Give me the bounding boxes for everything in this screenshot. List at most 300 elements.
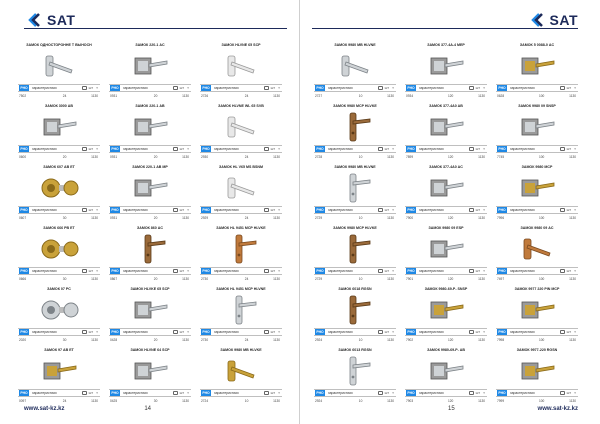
spec-unit: ШТ: [88, 208, 94, 212]
lever-handle-chrome-icon: [334, 50, 376, 82]
spec-tail: T: [187, 391, 189, 395]
spec-row: [200, 389, 282, 397]
spec-badge: PHO: [20, 208, 28, 212]
product-numbers: [314, 93, 396, 99]
spec-badge: PHO: [111, 86, 119, 90]
spec-tail: T: [392, 86, 394, 90]
spec-row: [314, 267, 396, 275]
product-code: 0931: [110, 216, 118, 220]
spec-row: [314, 389, 396, 397]
product-numbers: [109, 276, 191, 282]
lever-lock-chrome-icon: [425, 50, 467, 82]
product-card[interactable]: [405, 286, 487, 347]
product-code: 7502: [19, 94, 27, 98]
product-code: 2727: [315, 94, 323, 98]
plate-handle-chrome-icon: [220, 294, 262, 326]
package-icon: [469, 208, 474, 212]
product-card[interactable]: [200, 225, 282, 286]
product-numbers: [18, 337, 100, 343]
spec-badge: PHO: [20, 330, 28, 334]
spec-badge: PHO: [20, 391, 28, 395]
product-numbers: [18, 276, 100, 282]
product-card[interactable]: [496, 347, 578, 408]
spec-unit: ШТ: [179, 330, 185, 334]
knob-lock-gold-icon: [38, 172, 80, 204]
spec-label: характеристики: [32, 147, 57, 151]
spec-row: [405, 328, 487, 336]
spec-label: характеристики: [214, 86, 239, 90]
product-numbers: [405, 154, 487, 160]
spec-badge: PHO: [407, 208, 415, 212]
product-code: 2730: [201, 277, 209, 281]
lever-handle-chrome-icon: [38, 50, 80, 82]
lever-lock-gold-icon: [516, 172, 558, 204]
spec-badge: PHO: [407, 269, 415, 273]
product-qty: 30: [62, 277, 67, 281]
spec-row: [109, 389, 191, 397]
product-grid-left: [18, 42, 282, 408]
spec-tail: T: [96, 147, 98, 151]
product-card[interactable]: [496, 103, 578, 164]
spec-badge: PHO: [316, 391, 324, 395]
spec-row: [405, 145, 487, 153]
spec-tail: T: [574, 147, 576, 151]
spec-badge: PHO: [20, 269, 28, 273]
product-card[interactable]: [314, 286, 396, 347]
spec-badge: PHO: [20, 86, 28, 90]
product-qty: 100: [539, 155, 545, 159]
spec-label: характеристики: [32, 391, 57, 395]
product-card[interactable]: [18, 42, 100, 103]
product-card[interactable]: [109, 286, 191, 347]
spec-unit: ШТ: [566, 208, 572, 212]
package-icon: [378, 391, 383, 395]
package-icon: [264, 269, 269, 273]
product-name: ЗАМОК HLVNE 64 SCP: [130, 348, 170, 352]
catalog-page-right: [300, 0, 600, 424]
product-price: 1130: [387, 155, 395, 159]
product-price: 1130: [273, 216, 281, 220]
product-card[interactable]: [109, 42, 191, 103]
spec-label: характеристики: [328, 208, 353, 212]
package-icon: [560, 208, 565, 212]
product-qty: 24: [62, 94, 67, 98]
product-price: 1130: [182, 155, 190, 159]
spec-tail: T: [278, 330, 280, 334]
lever-lock-chrome-icon: [425, 233, 467, 265]
product-qty: 20: [153, 338, 158, 342]
spec-unit: ШТ: [88, 86, 94, 90]
spec-unit: ШТ: [179, 147, 185, 151]
product-qty: 20: [62, 155, 67, 159]
product-card[interactable]: [314, 164, 396, 225]
product-numbers: [314, 398, 396, 404]
package-icon: [469, 269, 474, 273]
product-card[interactable]: [314, 225, 396, 286]
spec-label: характеристики: [510, 391, 535, 395]
spec-badge: PHO: [202, 330, 210, 334]
product-qty: 30: [62, 216, 67, 220]
product-card[interactable]: [200, 42, 282, 103]
product-card[interactable]: [18, 103, 100, 164]
spec-badge: PHO: [202, 208, 210, 212]
spec-unit: ШТ: [88, 391, 94, 395]
product-qty: 20: [153, 216, 158, 220]
product-numbers: [109, 154, 191, 160]
package-icon: [82, 391, 87, 395]
product-card[interactable]: [314, 103, 396, 164]
spec-unit: ШТ: [566, 391, 572, 395]
spec-row: [18, 206, 100, 214]
product-card[interactable]: [109, 225, 191, 286]
package-icon: [378, 330, 383, 334]
product-code: 0607: [19, 216, 27, 220]
spec-badge: PHO: [202, 391, 210, 395]
spec-tail: T: [187, 86, 189, 90]
package-icon: [173, 208, 178, 212]
product-card[interactable]: [405, 42, 487, 103]
product-price: 1130: [569, 216, 577, 220]
product-card[interactable]: [200, 286, 282, 347]
product-name: ЗАМОК 97 AB ET: [44, 348, 74, 352]
spec-unit: ШТ: [384, 86, 390, 90]
product-price: 1130: [273, 155, 281, 159]
plate-handle-bronze-icon: [334, 294, 376, 326]
spec-tail: T: [187, 147, 189, 151]
product-code: 7996: [497, 216, 505, 220]
product-price: 1130: [478, 338, 486, 342]
product-numbers: [496, 276, 578, 282]
spec-row: [200, 206, 282, 214]
spec-label: характеристики: [32, 86, 57, 90]
brand-name: SAT: [549, 12, 578, 28]
package-icon: [82, 208, 87, 212]
spec-row: [200, 84, 282, 92]
product-code: 2730: [201, 338, 209, 342]
lever-lock-gold-icon: [516, 355, 558, 387]
spec-row: [200, 145, 282, 153]
spec-label: характеристики: [510, 147, 535, 151]
spec-label: характеристики: [419, 86, 444, 90]
package-icon: [173, 330, 178, 334]
brand-name: SAT: [47, 12, 76, 28]
spec-tail: T: [278, 86, 280, 90]
package-icon: [469, 330, 474, 334]
product-name: ЗАМОК ОДНОСТОРОННЕ T ВЫНОСН: [26, 43, 92, 47]
product-numbers: [109, 337, 191, 343]
product-card[interactable]: [200, 164, 282, 225]
spec-badge: PHO: [111, 330, 119, 334]
product-card[interactable]: [109, 347, 191, 408]
lever-lock-chrome-icon: [129, 294, 171, 326]
product-numbers: [109, 93, 191, 99]
product-name: ЗАМОК 9980 MB HLVKE: [220, 348, 262, 352]
product-numbers: [109, 215, 191, 221]
product-qty: 30: [153, 399, 158, 403]
product-code: 0931: [110, 155, 118, 159]
spec-badge: PHO: [498, 269, 506, 273]
spec-tail: T: [392, 391, 394, 395]
product-card[interactable]: [496, 225, 578, 286]
product-price: 1130: [273, 94, 281, 98]
product-name: ЗАМОК HL 9451 MCP HLVKE: [216, 226, 266, 230]
lever-lock-chrome-icon: [516, 111, 558, 143]
product-qty: 24: [244, 338, 249, 342]
product-code: 7497: [497, 277, 505, 281]
product-numbers: [314, 154, 396, 160]
lever-handle-white-icon: [220, 50, 262, 82]
product-card[interactable]: [496, 286, 578, 347]
product-price: 1130: [182, 94, 190, 98]
product-name: ЗАМОК 9980 MB HLVNE: [334, 43, 376, 47]
spec-row: [314, 206, 396, 214]
product-price: 1130: [387, 94, 395, 98]
product-code: 0097: [19, 399, 27, 403]
spec-unit: ШТ: [179, 86, 185, 90]
lever-lock-chrome-icon: [129, 50, 171, 82]
spec-tail: T: [574, 208, 576, 212]
product-card[interactable]: [109, 103, 191, 164]
product-card[interactable]: [405, 164, 487, 225]
package-icon: [378, 147, 383, 151]
product-qty: 100: [539, 338, 545, 342]
product-name: ЗАМОК 666 PB ET: [43, 226, 75, 230]
package-icon: [82, 86, 87, 90]
spec-row: [18, 389, 100, 397]
sat-logo-icon: [531, 13, 547, 27]
package-icon: [378, 269, 383, 273]
spec-unit: ШТ: [270, 330, 276, 334]
spec-label: характеристики: [123, 269, 148, 273]
product-card[interactable]: [405, 103, 487, 164]
product-card[interactable]: [314, 42, 396, 103]
product-card[interactable]: [18, 164, 100, 225]
product-qty: 120: [448, 277, 454, 281]
plate-handle-bronze-icon: [334, 233, 376, 265]
spec-unit: ШТ: [475, 269, 481, 273]
spec-tail: T: [96, 269, 98, 273]
spec-label: характеристики: [510, 208, 535, 212]
spec-tail: T: [574, 330, 576, 334]
product-card[interactable]: [405, 347, 487, 408]
plate-handle-chrome-icon: [334, 172, 376, 204]
product-name: ЗАМОК 6018 RGSN: [338, 287, 372, 291]
product-price: 1130: [182, 277, 190, 281]
product-name: ЗАМОК HLVKE 65 SCP: [130, 287, 170, 291]
spec-label: характеристики: [419, 391, 444, 395]
spec-label: характеристики: [328, 147, 353, 151]
product-name: ЗАМОК HL V65 MS BSNM: [219, 165, 263, 169]
spec-badge: PHO: [20, 147, 28, 151]
spec-unit: ШТ: [475, 208, 481, 212]
spec-unit: ШТ: [179, 208, 185, 212]
spec-badge: PHO: [111, 269, 119, 273]
spec-tail: T: [278, 269, 280, 273]
spec-label: характеристики: [214, 330, 239, 334]
sat-logo-icon: [28, 13, 44, 27]
plate-handle-copper-icon: [220, 233, 262, 265]
product-name: ЗАМОК 9980 09 AC: [520, 226, 554, 230]
product-code: 7903: [406, 399, 414, 403]
spec-unit: ШТ: [270, 391, 276, 395]
product-qty: 10: [358, 155, 363, 159]
product-qty: 24: [244, 216, 249, 220]
spec-unit: ШТ: [179, 391, 185, 395]
product-name: ЗАМОК 9980-69-P- AB: [427, 348, 465, 352]
product-price: 1130: [478, 277, 486, 281]
spec-unit: ШТ: [384, 147, 390, 151]
product-qty: 120: [448, 338, 454, 342]
spec-label: характеристики: [214, 147, 239, 151]
product-name: ЗАМОК 220-1 AB: [135, 104, 165, 108]
product-price: 1130: [182, 399, 190, 403]
spec-tail: T: [96, 208, 98, 212]
spec-badge: PHO: [316, 147, 324, 151]
spec-label: характеристики: [32, 208, 57, 212]
product-card[interactable]: [18, 225, 100, 286]
product-name: ЗАМОК HLVNE 65 SCP: [221, 43, 261, 47]
spec-badge: PHO: [407, 391, 415, 395]
product-name: ЗАМОК 220-1 AC: [135, 43, 165, 47]
lever-lock-chrome-icon: [129, 111, 171, 143]
product-code: 0934: [406, 94, 414, 98]
product-card[interactable]: [496, 164, 578, 225]
product-price: 1130: [387, 277, 395, 281]
product-qty: 100: [539, 277, 545, 281]
spec-tail: T: [96, 330, 98, 334]
spec-unit: ШТ: [566, 86, 572, 90]
spec-label: характеристики: [214, 208, 239, 212]
spec-tail: T: [483, 391, 485, 395]
product-price: 1130: [91, 399, 99, 403]
lever-lock-chrome-icon: [425, 172, 467, 204]
product-name: ЗАМОК 9980 09 ESP: [428, 226, 464, 230]
product-code: 2726: [201, 94, 209, 98]
product-code: 7902: [406, 338, 414, 342]
product-numbers: [496, 398, 578, 404]
spec-row: [405, 84, 487, 92]
product-numbers: [496, 337, 578, 343]
spec-tail: T: [574, 269, 576, 273]
spec-unit: ШТ: [179, 269, 185, 273]
product-code: 2728: [315, 155, 323, 159]
product-price: 1130: [273, 399, 281, 403]
product-price: 1130: [91, 216, 99, 220]
product-code: 2930: [201, 155, 209, 159]
product-card[interactable]: [496, 42, 578, 103]
knob-lock-chrome-icon: [38, 294, 80, 326]
product-price: 1130: [387, 216, 395, 220]
lever-handle-copper-icon: [516, 233, 558, 265]
product-numbers: [200, 337, 282, 343]
product-grid-right: [314, 42, 578, 408]
spec-tail: T: [187, 330, 189, 334]
lever-lock-chrome-icon: [425, 111, 467, 143]
spec-badge: PHO: [111, 391, 119, 395]
plate-handle-bronze-icon: [334, 111, 376, 143]
spec-label: характеристики: [123, 330, 148, 334]
spec-badge: PHO: [407, 330, 415, 334]
product-qty: 10: [358, 216, 363, 220]
plate-handle-bronze-icon: [129, 233, 171, 265]
product-name: ЗАМОК 07 PC: [47, 287, 71, 291]
product-card[interactable]: [405, 225, 487, 286]
package-icon: [469, 147, 474, 151]
spec-label: характеристики: [419, 330, 444, 334]
spec-badge: PHO: [316, 208, 324, 212]
spec-tail: T: [278, 208, 280, 212]
product-card[interactable]: [18, 286, 100, 347]
spec-label: характеристики: [419, 269, 444, 273]
spec-label: характеристики: [32, 269, 57, 273]
spec-tail: T: [392, 147, 394, 151]
product-card[interactable]: [200, 103, 282, 164]
spec-tail: T: [187, 269, 189, 273]
product-qty: 10: [358, 338, 363, 342]
spec-tail: T: [278, 391, 280, 395]
spec-row: [405, 389, 487, 397]
spec-row: [405, 206, 487, 214]
spec-unit: ШТ: [566, 147, 572, 151]
spec-tail: T: [483, 86, 485, 90]
product-price: 1130: [91, 155, 99, 159]
product-numbers: [496, 215, 578, 221]
product-code: 2929: [201, 216, 209, 220]
product-card[interactable]: [18, 347, 100, 408]
spec-unit: ШТ: [88, 147, 94, 151]
spec-label: характеристики: [510, 86, 535, 90]
header-divider: [312, 28, 578, 29]
product-card[interactable]: [314, 347, 396, 408]
product-card[interactable]: [200, 347, 282, 408]
spec-row: [314, 84, 396, 92]
product-name: ЗАМОК 9980 09 SNSP: [518, 104, 556, 108]
package-icon: [173, 86, 178, 90]
spec-row: [496, 328, 578, 336]
lever-lock-gold-icon: [425, 294, 467, 326]
product-qty: 120: [448, 399, 454, 403]
product-name: ЗАМОК 607 AB ET: [43, 165, 75, 169]
spec-tail: T: [483, 269, 485, 273]
spec-row: [496, 206, 578, 214]
footer-website[interactable]: www.sat-kz.kz: [537, 406, 578, 412]
product-code: 0867: [110, 277, 118, 281]
product-name: ЗАМОК 377-4A-4 MEP: [427, 43, 465, 47]
package-icon: [264, 86, 269, 90]
product-qty: 10: [358, 94, 363, 98]
spec-badge: PHO: [498, 86, 506, 90]
package-icon: [560, 330, 565, 334]
product-code: 7899: [406, 155, 414, 159]
package-icon: [469, 86, 474, 90]
footer-website[interactable]: www.sat-kz.kz: [24, 406, 65, 412]
package-icon: [264, 208, 269, 212]
lever-lock-chrome-icon: [129, 355, 171, 387]
product-card[interactable]: [109, 164, 191, 225]
product-numbers: [200, 398, 282, 404]
spec-tail: T: [96, 391, 98, 395]
spec-badge: PHO: [316, 86, 324, 90]
product-price: 1130: [273, 338, 281, 342]
lever-lock-chrome-icon: [129, 172, 171, 204]
spec-row: [200, 267, 282, 275]
spec-row: [109, 267, 191, 275]
package-icon: [378, 208, 383, 212]
spec-unit: ШТ: [88, 330, 94, 334]
spec-row: [200, 328, 282, 336]
spec-row: [109, 145, 191, 153]
lever-lock-gold-icon: [516, 50, 558, 82]
